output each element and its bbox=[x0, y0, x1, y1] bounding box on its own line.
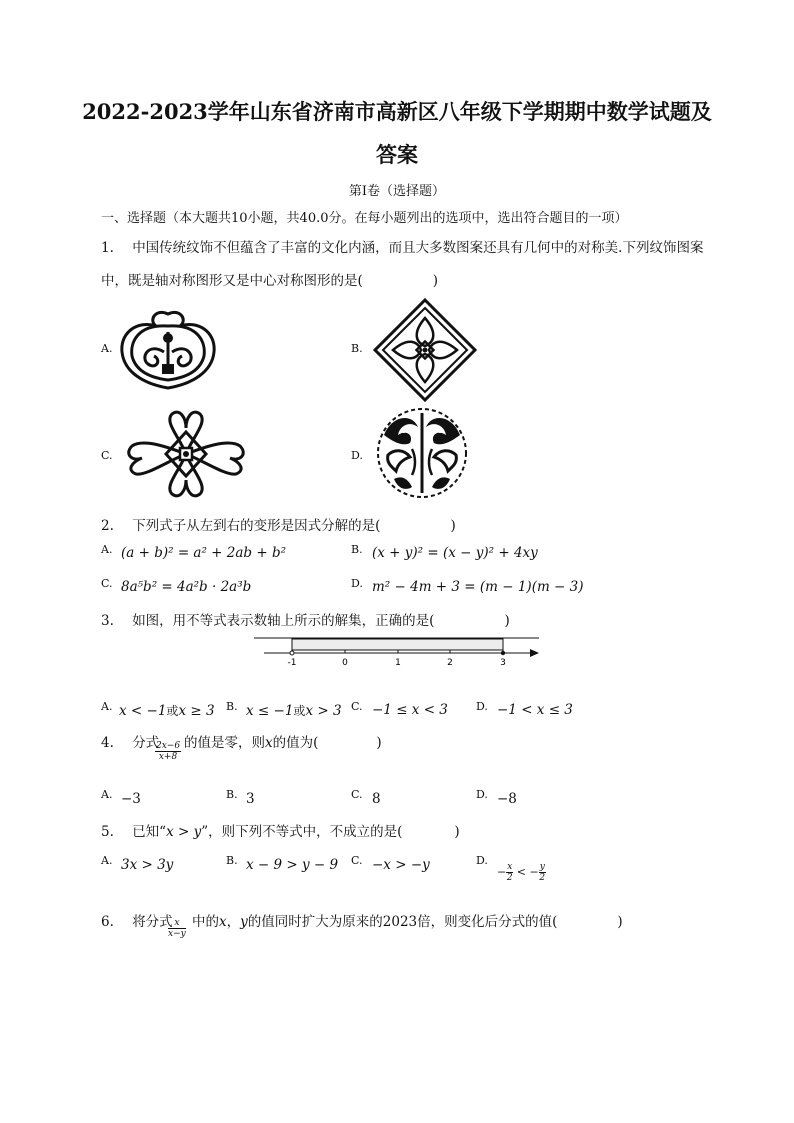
option-letter: B. bbox=[226, 854, 238, 867]
option-letter: B. bbox=[226, 700, 238, 713]
axis-tick-label: 1 bbox=[395, 658, 401, 668]
option-expression[interactable]: x − 9 > y − 9 bbox=[246, 857, 339, 873]
option-expression[interactable]: −3 bbox=[121, 791, 141, 807]
option-letter: B. bbox=[351, 543, 363, 556]
answer-bracket-close: ) bbox=[454, 824, 460, 840]
ruyi-cloud-pattern-icon[interactable] bbox=[118, 308, 218, 392]
option-letter: A. bbox=[101, 854, 113, 867]
question-text: 下列式子从左到右的变形是因式分解的是( bbox=[132, 518, 381, 534]
option-letter: D. bbox=[351, 577, 363, 590]
option-expression[interactable]: (a + b)² = a² + 2ab + b² bbox=[121, 545, 287, 561]
option-expression[interactable]: 3 bbox=[246, 791, 255, 807]
option-expression[interactable]: 3x > 3y bbox=[121, 857, 174, 873]
axis-tick-label: -1 bbox=[287, 658, 297, 668]
question-number: 3. bbox=[101, 613, 114, 629]
fraction-expression: $\frac{x}{x-y}$ bbox=[168, 918, 186, 939]
option-expression[interactable]: x ≤ −1或x > 3 bbox=[246, 703, 342, 719]
option-letter: B. bbox=[351, 342, 363, 355]
option-letter: C. bbox=[101, 577, 113, 590]
answer-bracket-close: ) bbox=[617, 914, 623, 930]
answer-bracket-close: ) bbox=[376, 735, 382, 751]
question-number: 6. bbox=[101, 914, 114, 930]
option-expression[interactable]: −1 < x ≤ 3 bbox=[497, 702, 573, 718]
option-expression[interactable]: x < −1或x ≥ 3 bbox=[119, 703, 215, 719]
axis-tick-label: 2 bbox=[447, 658, 453, 668]
rotated-square-flower-pattern-icon[interactable] bbox=[373, 298, 477, 402]
option-expression[interactable]: (x + y)² = (x − y)² + 4xy bbox=[372, 545, 538, 561]
solution-interval-shading bbox=[292, 639, 503, 650]
option-letter: C. bbox=[351, 854, 363, 867]
question-text: 中，既是轴对称图形又是中心对称图形的是( bbox=[101, 273, 363, 289]
axis-arrow-icon bbox=[530, 649, 539, 657]
question-number: 2. bbox=[101, 518, 114, 534]
answer-bracket-close: ) bbox=[432, 273, 439, 289]
option-letter: A. bbox=[101, 788, 113, 801]
question-text: 分式 bbox=[132, 735, 160, 751]
volume-heading: 第I卷（选择题） bbox=[348, 184, 446, 199]
answer-bracket-close: ) bbox=[450, 518, 456, 534]
option-letter: C. bbox=[351, 788, 363, 801]
option-letter: A. bbox=[101, 543, 113, 556]
option-expression[interactable]: 8 bbox=[372, 791, 381, 807]
option-letter: D. bbox=[476, 788, 488, 801]
option-letter: C. bbox=[101, 449, 113, 462]
closed-endpoint-marker bbox=[501, 651, 505, 655]
option-letter: B. bbox=[226, 788, 238, 801]
option-letter: D. bbox=[476, 854, 488, 867]
number-line-figure bbox=[254, 634, 544, 670]
axis-tick-label: 0 bbox=[342, 658, 348, 668]
option-letter: A. bbox=[101, 342, 113, 355]
dragon-medallion-pattern-icon[interactable] bbox=[374, 405, 470, 501]
four-loop-knot-pattern-icon[interactable] bbox=[124, 408, 248, 500]
option-expression[interactable]: −x > −y bbox=[372, 857, 430, 873]
option-expression[interactable]: −8 bbox=[497, 791, 517, 807]
open-endpoint-marker bbox=[290, 651, 294, 655]
option-letter: A. bbox=[101, 700, 113, 713]
axis-tick-label: 3 bbox=[500, 658, 506, 668]
question-text: 中国传统纹饰不但蕴含了丰富的文化内涵，而且大多数图案还具有几何中的对称美.下列纹饰图案 bbox=[132, 240, 704, 256]
question-text: 如图，用不等式表示数轴上所示的解集，正确的是( bbox=[132, 613, 435, 629]
option-expression[interactable]: m² − 4m + 3 = (m − 1)(m − 3) bbox=[372, 579, 584, 595]
option-expression[interactable]: − $\frac{x}{2}$ < − $\frac{y}{2}$ bbox=[497, 862, 546, 883]
option-expression[interactable]: 8a⁵b² = 4a²b · 2a³b bbox=[121, 579, 252, 595]
option-letter: C. bbox=[351, 700, 363, 713]
option-letter: D. bbox=[351, 449, 363, 462]
document-title-line1: 2022-2023学年山东省济南市高新区八年级下学期期中数学试题及 bbox=[82, 99, 712, 124]
option-expression[interactable]: −1 ≤ x < 3 bbox=[372, 702, 448, 718]
question-number: 1. bbox=[101, 240, 114, 256]
document-title-line2: 答案 bbox=[376, 142, 418, 167]
section-heading: 一、选择题（本大题共10小题，共40.0分。在每小题列出的选项中，选出符合题目的一项） bbox=[101, 211, 628, 226]
fraction-expression: $\frac{2x-6}{x+8}$ bbox=[156, 741, 181, 762]
answer-bracket-close: ) bbox=[504, 613, 510, 629]
option-letter: D. bbox=[476, 700, 488, 713]
question-number: 4. bbox=[101, 735, 114, 751]
question-number: 5. bbox=[101, 824, 114, 840]
